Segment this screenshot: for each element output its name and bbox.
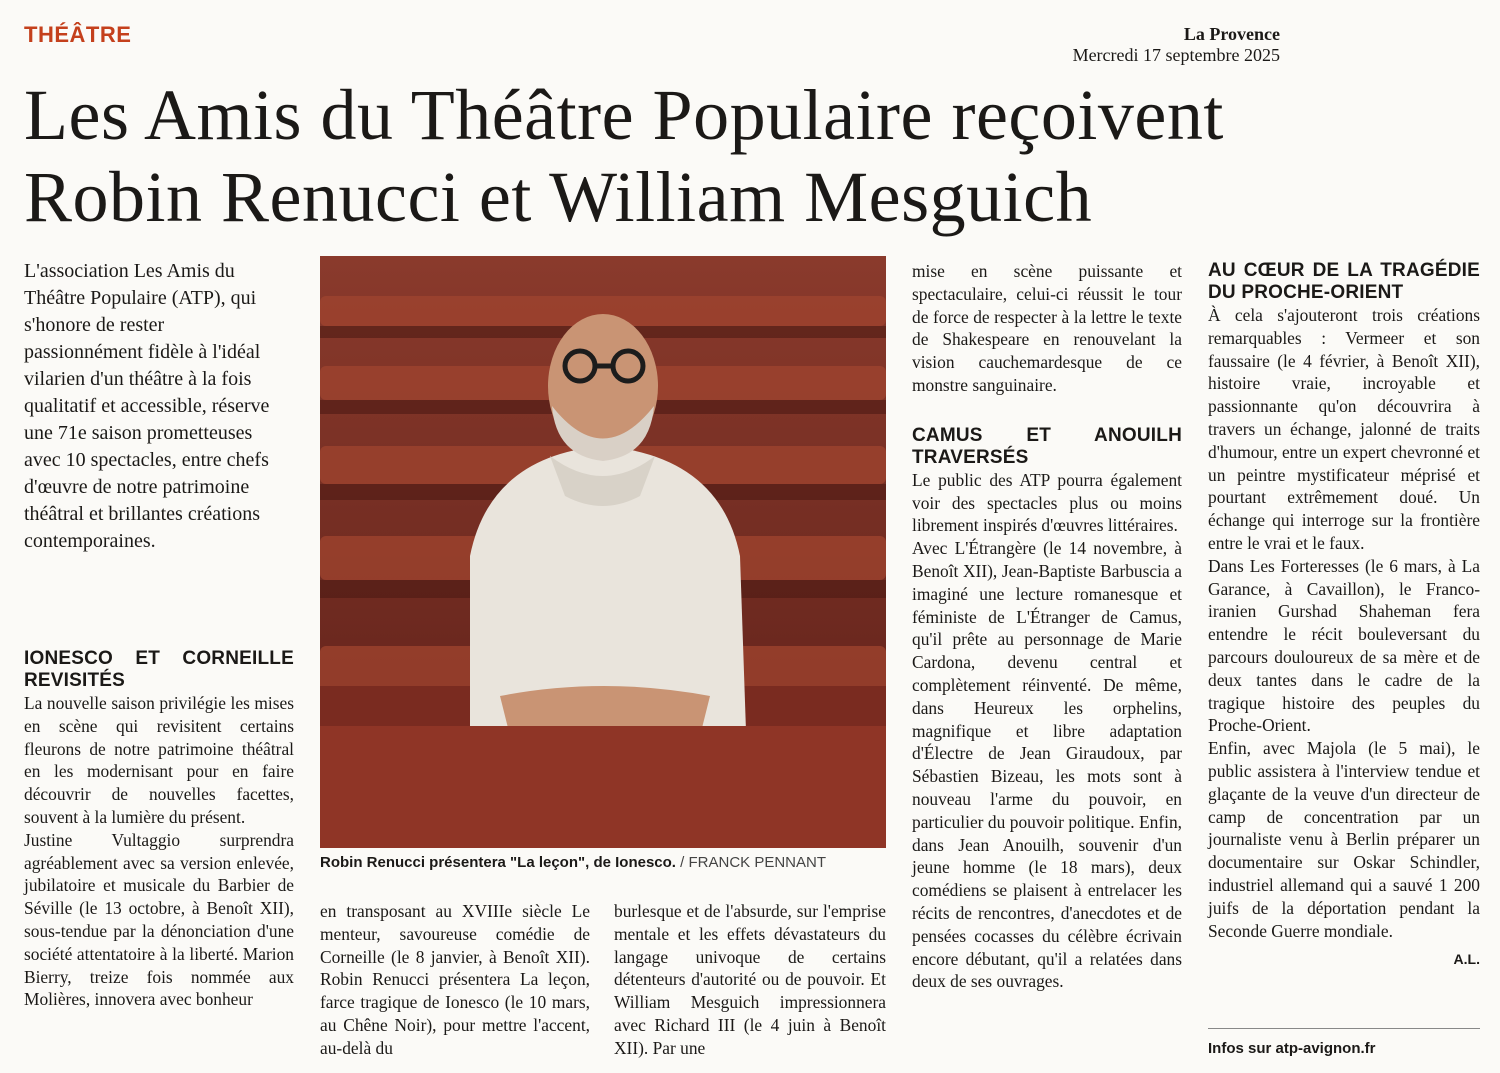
column-4-p1: Le public des ATP pourra également voir des spectacles plus ou moins librement inspirés d'œuvres littéraires.	[912, 469, 1182, 536]
caption-text: Robin Renucci présentera "La leçon", de Ionesco.	[320, 854, 676, 871]
section-ionesco-p1: La nouvelle saison privilégie les mises en scène qui revisitent certains fleurons de notre patrimoine théâtral en les modernisant pour en faire découvrir de nouvelles facettes, souvent à la lumière du présent.	[24, 693, 294, 827]
publication-date: Mercredi 17 septembre 2025	[1072, 45, 1280, 65]
author-signature: A.L.	[1453, 951, 1480, 968]
article-headline	[24, 74, 1484, 238]
rubric-label: THÉÂTRE	[24, 22, 132, 47]
column-4	[912, 260, 1182, 993]
headline-line-1: Les Amis du Théâtre Populaire reçoivent	[24, 75, 1224, 155]
column-3-text: burlesque et de l'absurde, sur l'emprise mentale et les effets dévastateurs du langage univoque de certains détenteurs d'autorité ou de pouvoir. Et William Mesguich impressionnera avec Richard III (le 4 juin à Benoît XII). Par une	[614, 901, 886, 1058]
column-5	[1208, 260, 1480, 971]
column-2-text: en transposant au XVIIIe siècle Le menteur, savoureuse comédie de Corneille (le 8 janvier, à Benoît XII). Robin Renucci présentera La leçon, farce tragique de Ionesco (le 10 mars, au Chêne Noir), pour mettre l'accent, au-delà du	[320, 901, 590, 1058]
info-divider	[1208, 1028, 1480, 1029]
section-title-proche-orient: AU CŒUR DE LA TRAGÉDIE DU PROCHE-ORIENT	[1208, 260, 1480, 303]
column-4-p2: Avec L'Étrangère (le 14 novembre, à Benoît XII), Jean-Baptiste Barbuscia a imaginé une lecture romanesque et féministe de L'Étranger de Camus, qu'il prête au personnage de Marie Cardona, devenu central et complètement réinventé. De même, dans Heureux les orphelins, magnifique et libre adaptation d'Électre de Jean Giraudoux, par Sébastien Bizeau, les mots sont à nouveau l'arme du pouvoir, en particulier du pouvoir politique. Enfin, dans Jean Anouilh, souvenir d'un jeune homme (le 18 mars), deux comédiens se plaisent à entrelacer les récits de rencontres, d'anecdotes et de pensées cocasses du célèbre écrivain encore débutant, qu'il a relatées dans deux de ses ouvrages.	[912, 538, 1182, 992]
portrait-photo-illustration	[320, 256, 886, 848]
section-title-camus: CAMUS ET ANOUILH TRAVERSÉS	[912, 424, 1182, 468]
column-4-p0: mise en scène puissante et spectaculaire, celui-ci réussit le tour de force de respecter à la lettre le texte de Shakespeare en renouvelant la vision cauchemardesque de ce monstre sanguinaire.	[912, 261, 1182, 395]
column-5-p3: Enfin, avec Majola (le 5 mai), le public assistera à l'interview tendue et glaçante de la veuve d'un directeur de camp de concentration par un journaliste venu à Berlin préparer un documentaire sur Oskar Schindler, industriel allemand qui a sauvé 1 200 juifs de la déportation pendant la Seconde Guerre mondiale.	[1208, 738, 1480, 941]
section-ionesco	[24, 648, 294, 1011]
newspaper-masthead	[1073, 24, 1280, 66]
article-photo	[320, 256, 886, 848]
column-5-p2: Dans Les Forteresses (le 6 mars, à La Garance, à Cavaillon), le Franco-iranien Gurshad Shaheman fera entendre le récit bouleversant du parcours douloureux de sa mère et de deux tantes dans le cadre de la tragique histoire des peuples du Proche-Orient.	[1208, 555, 1480, 736]
photo-credit: / FRANCK PENNANT	[680, 854, 827, 871]
lead-paragraph: L'association Les Amis du Théâtre Populaire (ATP), qui s'honore de rester passionnément fidèle à l'idéal vilarien d'un théâtre à la fois qualitatif et accessible, réserve une 71e saison prometteuses avec 10 spectacles, entre chefs d'œuvre de notre patrimoine théâtral et brillantes créations contemporaines.	[24, 260, 270, 552]
newspaper-name: La Provence	[1183, 24, 1280, 44]
column-5-p1: À cela s'ajouteront trois créations remarquables : Vermeer et son faussaire (le 4 février, à Benoît XII), histoire vraie, incroyable et passionnante qu'on découvrira à travers un échange, jalonné de traits d'humour, entre un expert chevronné et un peintre mystificateur méprisé et pourtant extrêmement doué. Un échange qui interroge sur la frontière entre le vrai et le faux.	[1208, 305, 1480, 553]
photo-caption	[320, 854, 886, 871]
section-ionesco-p2: Justine Vultaggio surprendra agréablement avec sa version enlevée, jubilatoire et musicale du Barbier de Séville (le 13 octobre, à Benoît XII), sous-tendue par la dénonciation d'une société attentatoire à la liberté. Marion Bierry, treize fois nommée aux Molières, innovera avec bonheur	[24, 829, 294, 1010]
info-link: Infos sur atp-avignon.fr	[1208, 1040, 1376, 1057]
section-title-ionesco: IONESCO ET CORNEILLE REVISITÉS	[24, 648, 294, 691]
headline-line-2: Robin Renucci et William Mesguich	[24, 157, 1093, 237]
